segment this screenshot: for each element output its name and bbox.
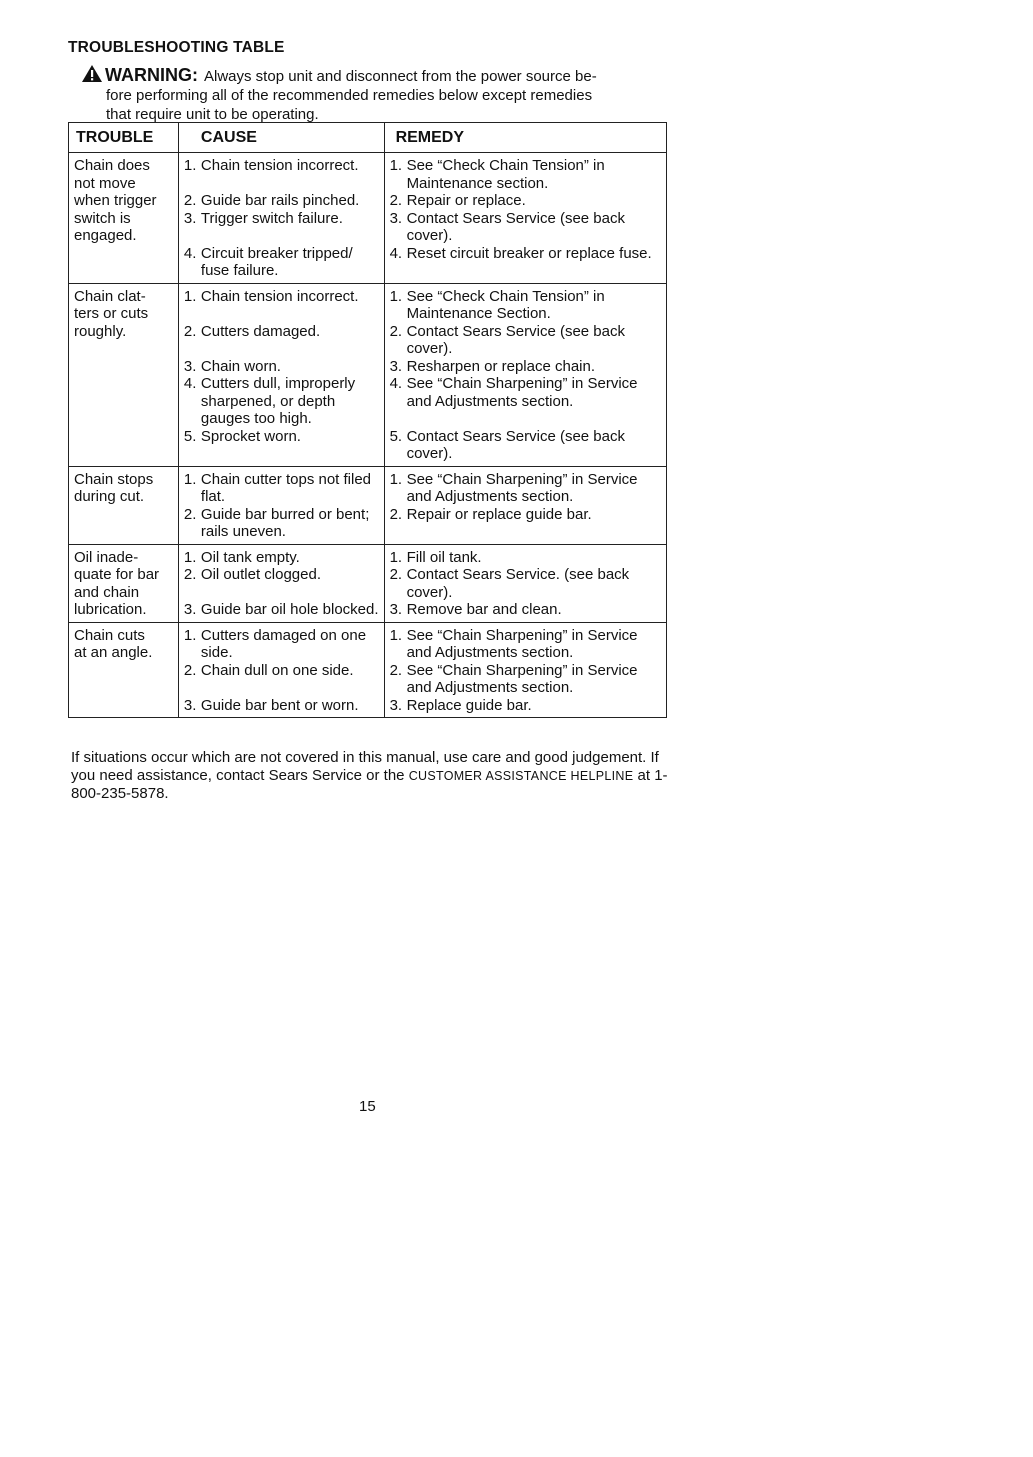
trouble-cell: Chain clat- ters or cuts roughly. [69, 283, 179, 466]
footer-note [71, 749, 671, 803]
warning-text-line-3: that require unit to be operating. [106, 106, 319, 123]
cause-item: Circuit breaker tripped/ fuse failure. [200, 244, 353, 279]
troubleshooting-table [68, 122, 667, 718]
remedy-item: See “Check Chain Tension” in Maintenance Section. [406, 287, 605, 322]
warning-text-line-1: Always stop unit and disconnect from the power source be- [204, 68, 597, 85]
table-row [69, 544, 667, 622]
remedy-item: Contact Sears Service (see back cover). [406, 322, 625, 357]
cause-item: Guide bar burred or bent; rails uneven. [200, 505, 370, 540]
cause-item: Cutters damaged. [200, 322, 321, 340]
table-row [69, 153, 667, 284]
cause-item: Guide bar oil hole blocked. [200, 601, 379, 618]
header-cause: CAUSE [178, 123, 384, 153]
remedy-cell: 1. See “Check Chain Tension” in Maintenance section. 2. Repair or replace. 3. Contact Sears Service (see back cover). 4. Reset circuit breaker or replace fuse. [384, 153, 666, 284]
remedy-item: Reset circuit breaker or replace fuse. [406, 244, 652, 262]
cause-item: Oil tank empty. [200, 548, 300, 566]
cause-item: Chain tension incorrect. [200, 157, 359, 174]
remedy-item: Remove bar and clean. [406, 601, 562, 618]
trouble-cell: Oil inade- quate for bar and chain lubrication. [69, 544, 179, 622]
cause-cell: 1. Chain cutter tops not filed flat. 2. Guide bar burred or bent; rails uneven. [178, 466, 384, 544]
table-row [69, 466, 667, 544]
remedy-item: See “Chain Sharpening” in Service and Adjustments section. [406, 626, 638, 661]
warning-text-line-2: fore performing all of the recommended remedies below except remedies [106, 87, 593, 104]
remedy-item: Contact Sears Service (see back cover). [406, 427, 625, 462]
remedy-item: See “Check Chain Tension” in Maintenance section. [406, 157, 605, 192]
remedy-cell: 1. See “Chain Sharpening” in Service and Adjustments section. 2. Repair or replace guide bar. [384, 466, 666, 544]
cause-cell: 1. Chain tension incorrect. 2. Cutters damaged. 3. Chain worn. 4. Cutters dull, improperly sharpened, or depth gauges too high. 5. Sprocket worn. [178, 283, 384, 466]
helpline-label: CUSTOMER ASSISTANCE HELPLINE [408, 769, 634, 783]
remedy-item: Repair or replace guide bar. [406, 505, 592, 523]
cause-item: Oil outlet clogged. [200, 566, 321, 583]
footer-text: If situations occur which are not covered in this manual, use care and good judgement. If you need assistance, contact Sears Service or the [71, 749, 659, 784]
cause-item: Guide bar rails pinched. [200, 192, 360, 209]
remedy-item: Contact Sears Service. (see back cover). [406, 566, 630, 601]
cause-item: Chain tension incorrect. [200, 287, 359, 305]
remedy-item: See “Chain Sharpening” in Service and Adjustments section. [406, 470, 638, 505]
remedy-item: Contact Sears Service (see back cover). [406, 209, 625, 244]
table-header-row [69, 123, 667, 153]
remedy-item: Repair or replace. [406, 192, 526, 209]
cause-item: Cutters dull, improperly sharpened, or depth gauges too high. [200, 375, 356, 427]
warning-label: WARNING: [105, 65, 198, 85]
cause-item: Chain worn. [200, 357, 281, 375]
remedy-item: Resharpen or replace chain. [406, 357, 596, 375]
remedy-cell: 1. See “Chain Sharpening” in Service and Adjustments section. 2. See “Chain Sharpening” in Service and Adjustments section. 3. Replace guide bar. [384, 622, 666, 718]
helpline-number: at 1-800-235-5878. [71, 767, 668, 802]
warning-block [81, 64, 681, 124]
trouble-cell: Chain does not move when trigger switch is engaged. [69, 153, 179, 284]
remedy-item: Replace guide bar. [406, 696, 532, 714]
cause-item: Chain cutter tops not filed flat. [200, 470, 372, 505]
cause-item: Guide bar bent or worn. [200, 696, 359, 714]
page-title: TROUBLESHOOTING TABLE [68, 39, 285, 56]
table-row [69, 283, 667, 466]
header-trouble: TROUBLE [69, 123, 179, 153]
remedy-item: See “Chain Sharpening” in Service and Adjustments section. [406, 661, 638, 696]
cause-cell: 1. Chain tension incorrect. 2. Guide bar rails pinched. 3. Trigger switch failure. 4. Circuit breaker tripped/ fuse failure. [178, 153, 384, 284]
cause-item: Trigger switch failure. [200, 209, 343, 227]
remedy-item: Fill oil tank. [406, 548, 482, 566]
warning-triangle-icon [81, 64, 103, 83]
cause-cell: 1. Oil tank empty. 2. Oil outlet clogged. 3. Guide bar oil hole blocked. [178, 544, 384, 622]
cause-item: Cutters damaged on one side. [200, 626, 367, 661]
remedy-cell: 1. See “Check Chain Tension” in Maintenance Section. 2. Contact Sears Service (see back cover). 3. Resharpen or replace chain. 4. See “Chain Sharpening” in Service and Adjustments section. 5. Contact Sears Service (see back cover). [384, 283, 666, 466]
cause-item: Chain dull on one side. [200, 661, 354, 679]
cause-cell: 1. Cutters damaged on one side. 2. Chain dull on one side. 3. Guide bar bent or worn. [178, 622, 384, 718]
trouble-cell: Chain cuts at an angle. [69, 622, 179, 718]
remedy-cell: 1. Fill oil tank. 2. Contact Sears Service. (see back cover). 3. Remove bar and clean. [384, 544, 666, 622]
table-row [69, 622, 667, 718]
header-remedy: REMEDY [384, 123, 666, 153]
remedy-item: See “Chain Sharpening” in Service and Adjustments section. [406, 375, 638, 410]
cause-item: Sprocket worn. [200, 427, 301, 445]
page-number: 15 [359, 1098, 376, 1115]
trouble-cell: Chain stops during cut. [69, 466, 179, 544]
